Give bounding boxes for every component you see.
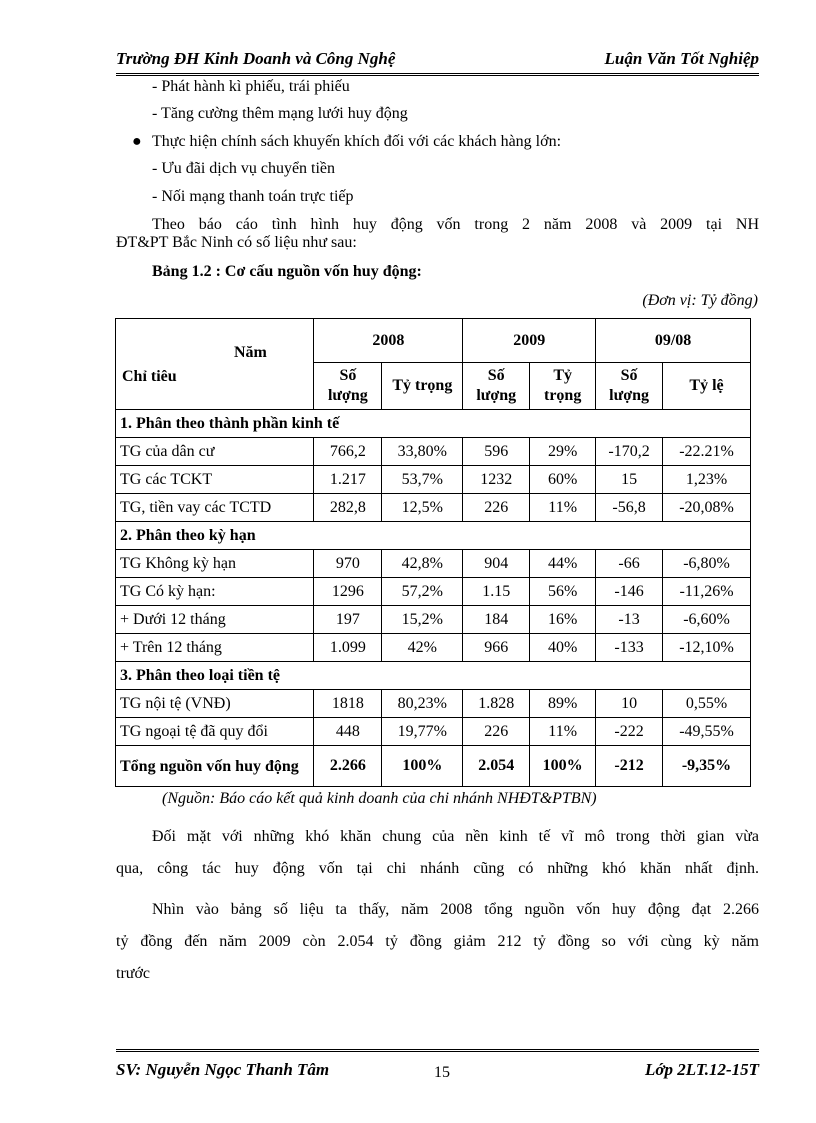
table-row: [116, 606, 751, 634]
cell: 1.099: [314, 634, 382, 662]
cell: 448: [314, 718, 382, 746]
sub-header: Tỷ trọng: [382, 363, 463, 410]
paragraph-1-line-2: qua, công tác huy động vốn tại chi nhánh cũng có những khó khăn nhất định.: [116, 860, 759, 877]
sub-header: Số lượng: [314, 363, 382, 410]
table-row: [116, 466, 751, 494]
cell: 966: [463, 634, 530, 662]
corner-indicator-label: Chỉ tiêu: [122, 368, 177, 385]
cell: 197: [314, 606, 382, 634]
cell: 10: [596, 690, 663, 718]
cell: 1.15: [463, 578, 530, 606]
section-header: 3. Phân theo loại tiền tệ: [116, 662, 751, 690]
cell: -20,08%: [663, 494, 751, 522]
cell: -212: [596, 746, 663, 787]
cell: -49,55%: [663, 718, 751, 746]
cell: -6,80%: [663, 550, 751, 578]
table-row: [116, 550, 751, 578]
header-thesis: Luận Văn Tốt Nghiệp: [604, 49, 759, 68]
cell: 80,23%: [382, 690, 463, 718]
cell: 282,8: [314, 494, 382, 522]
cell: 1296: [314, 578, 382, 606]
footer-student: SV: Nguyễn Ngọc Thanh Tâm: [116, 1060, 330, 1079]
cell: 0,55%: [663, 690, 751, 718]
intro-line-2: ĐT&PT Bắc Ninh có số liệu như sau:: [116, 234, 357, 251]
cell: 15: [596, 466, 663, 494]
cell: -56,8: [596, 494, 663, 522]
cell: 184: [463, 606, 530, 634]
year-header-2008: 2008: [314, 319, 463, 363]
cell: -6,60%: [663, 606, 751, 634]
cell: 100%: [382, 746, 463, 787]
cell: 1818: [314, 690, 382, 718]
row-label: TG Không kỳ hạn: [116, 550, 314, 578]
sub-header: Số lượng: [596, 363, 663, 410]
cell: 19,77%: [382, 718, 463, 746]
cell: 56%: [530, 578, 596, 606]
list-item: - Phát hành kì phiếu, trái phiếu: [152, 78, 350, 95]
header-school: Trường ĐH Kinh Doanh và Công Nghệ: [116, 49, 396, 68]
cell: 44%: [530, 550, 596, 578]
cell: 57,2%: [382, 578, 463, 606]
cell: 1.217: [314, 466, 382, 494]
sub-header: Tỷ trọng: [530, 363, 596, 410]
row-label: TG nội tệ (VNĐ): [116, 690, 314, 718]
list-item: - Nối mạng thanh toán trực tiếp: [152, 188, 354, 205]
cell: -170,2: [596, 438, 663, 466]
cell: 29%: [530, 438, 596, 466]
section-header: 1. Phân theo thành phần kinh tế: [116, 410, 751, 438]
cell: 226: [463, 494, 530, 522]
funding-structure-table: [115, 318, 751, 787]
cell: -11,26%: [663, 578, 751, 606]
page-header: [116, 47, 759, 76]
cell: -222: [596, 718, 663, 746]
cell: 33,80%: [382, 438, 463, 466]
cell: 100%: [530, 746, 596, 787]
source-note: (Nguồn: Báo cáo kết quả kinh doanh của chi nhánh NHĐT&PTBN): [162, 790, 597, 807]
cell: 2.054: [463, 746, 530, 787]
cell: 12,5%: [382, 494, 463, 522]
cell: 40%: [530, 634, 596, 662]
total-label: Tổng nguồn vốn huy động: [116, 746, 314, 787]
sub-header: Tỷ lệ: [663, 363, 751, 410]
bullet-icon: ●: [132, 133, 142, 150]
row-label: + Dưới 12 tháng: [116, 606, 314, 634]
cell: -22.21%: [663, 438, 751, 466]
footer-class: Lớp 2LT.12-15T: [645, 1060, 759, 1079]
paragraph-1-line-1: Đối mặt với những khó khăn chung của nền kinh tế vĩ mô trong thời gian vừa: [152, 828, 759, 845]
row-label: TG ngoại tệ đã quy đổi: [116, 718, 314, 746]
cell: 89%: [530, 690, 596, 718]
paragraph-2-line-1: Nhìn vào bảng số liệu ta thấy, năm 2008 tổng nguồn vốn huy động đạt 2.266: [152, 901, 759, 918]
year-header-2009: 2009: [463, 319, 596, 363]
paragraph-2-line-2: tỷ đồng đến năm 2009 còn 2.054 tỷ đồng giảm 212 tỷ đồng so với cùng kỳ năm: [116, 933, 759, 950]
cell: 60%: [530, 466, 596, 494]
cell: 16%: [530, 606, 596, 634]
page-number: 15: [434, 1064, 450, 1081]
cell: -66: [596, 550, 663, 578]
cell: 970: [314, 550, 382, 578]
cell: 42,8%: [382, 550, 463, 578]
cell: 1.828: [463, 690, 530, 718]
cell: 42%: [382, 634, 463, 662]
row-label: TG, tiền vay các TCTD: [116, 494, 314, 522]
cell: 596: [463, 438, 530, 466]
cell: -146: [596, 578, 663, 606]
cell: -12,10%: [663, 634, 751, 662]
list-item: - Tăng cường thêm mạng lưới huy động: [152, 105, 408, 122]
cell: -133: [596, 634, 663, 662]
section-header: 2. Phân theo kỳ hạn: [116, 522, 751, 550]
row-label: TG của dân cư: [116, 438, 314, 466]
cell: -9,35%: [663, 746, 751, 787]
cell: 226: [463, 718, 530, 746]
table-row: [116, 718, 751, 746]
cell: 766,2: [314, 438, 382, 466]
cell: 904: [463, 550, 530, 578]
table-row: [116, 690, 751, 718]
unit-note: (Đơn vị: Tỷ đồng): [642, 292, 758, 309]
cell: 53,7%: [382, 466, 463, 494]
table-title: Bảng 1.2 : Cơ cấu nguồn vốn huy động:: [152, 263, 422, 280]
cell: 2.266: [314, 746, 382, 787]
cell: -13: [596, 606, 663, 634]
row-label: TG Có kỳ hạn:: [116, 578, 314, 606]
table-corner-cell: [116, 319, 314, 410]
cell: 15,2%: [382, 606, 463, 634]
bullet-text: Thực hiện chính sách khuyến khích đối với các khách hàng lớn:: [152, 133, 562, 150]
total-row: [116, 746, 751, 787]
row-label: TG các TCKT: [116, 466, 314, 494]
sub-header: Số lượng: [463, 363, 530, 410]
cell: 1232: [463, 466, 530, 494]
table-row: [116, 438, 751, 466]
cell: 1,23%: [663, 466, 751, 494]
corner-year-label: Năm: [234, 344, 267, 361]
table-row: [116, 634, 751, 662]
cell: 11%: [530, 494, 596, 522]
intro-line-1: Theo báo cáo tình hình huy động vốn trong 2 năm 2008 và 2009 tại NH: [152, 216, 759, 233]
table-row: [116, 494, 751, 522]
year-header-change: 09/08: [596, 319, 751, 363]
cell: 11%: [530, 718, 596, 746]
table-row: [116, 578, 751, 606]
page-footer: [116, 1049, 759, 1082]
list-item: - Ưu đãi dịch vụ chuyển tiền: [152, 160, 336, 177]
paragraph-2-line-3: trước: [116, 965, 151, 982]
row-label: + Trên 12 tháng: [116, 634, 314, 662]
